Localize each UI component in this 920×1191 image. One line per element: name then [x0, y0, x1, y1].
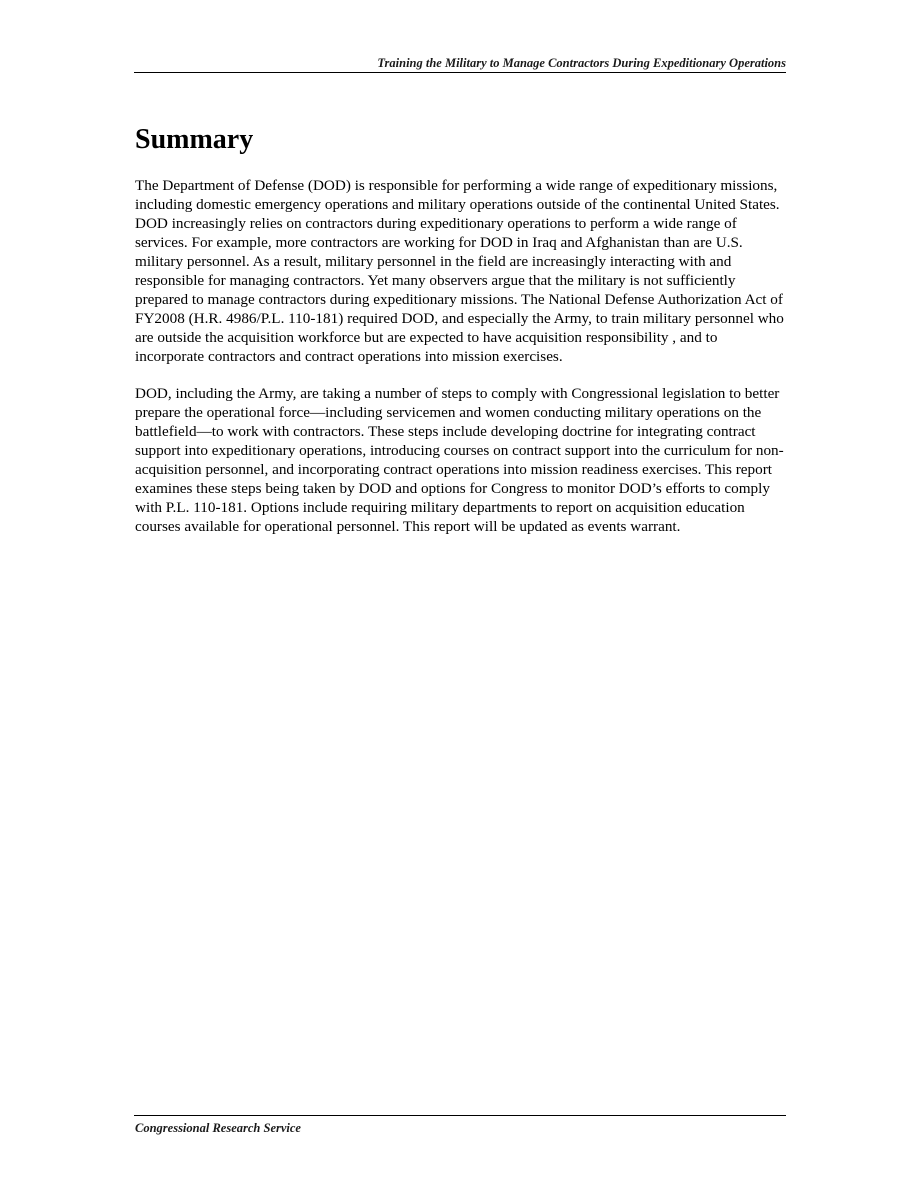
header-rule: [134, 72, 786, 73]
page-title: Summary: [135, 124, 254, 155]
running-header: Training the Military to Manage Contractors During Expeditionary Operations: [377, 56, 786, 70]
summary-paragraph: DOD, including the Army, are taking a number of steps to comply with Congressional legislation to better prepare the operational force—including servicemen and women conducting military operations on the battlefield—to work with contractors. These steps include developing doctrine for integrating contract support into expeditionary operations, introducing courses on contract support into the curriculum for non-acquisition personnel, and incorporating contract operations into mission readiness exercises. This report examines these steps being taken by DOD and options for Congress to monitor DOD’s efforts to comply with P.L. 110-181. Options include requiring military departments to report on acquisition education courses available for operational personnel. This report will be updated as events warrant.: [135, 385, 784, 535]
summary-paragraph: The Department of Defense (DOD) is responsible for performing a wide range of expeditionary missions, including domestic emergency operations and military operations outside of the continental United States. DOD increasingly relies on contractors during expeditionary operations to perform a wide range of services. For example, more contractors are working for DOD in Iraq and Afghanistan than are U.S. military personnel. As a result, military personnel in the field are increasingly interacting with and responsible for managing contractors. Yet many observers argue that the military is not sufficiently prepared to manage contractors during expeditionary missions. The National Defense Authorization Act of FY2008 (H.R. 4986/P.L. 110-181) required DOD, and especially the Army, to train military personnel who are outside the acquisition workforce but are expected to have acquisition responsibility , and to incorporate contractors and contract operations into mission exercises.: [135, 177, 784, 365]
footer-rule: [134, 1115, 786, 1116]
summary-body: [135, 176, 787, 554]
running-footer: Congressional Research Service: [135, 1121, 301, 1135]
